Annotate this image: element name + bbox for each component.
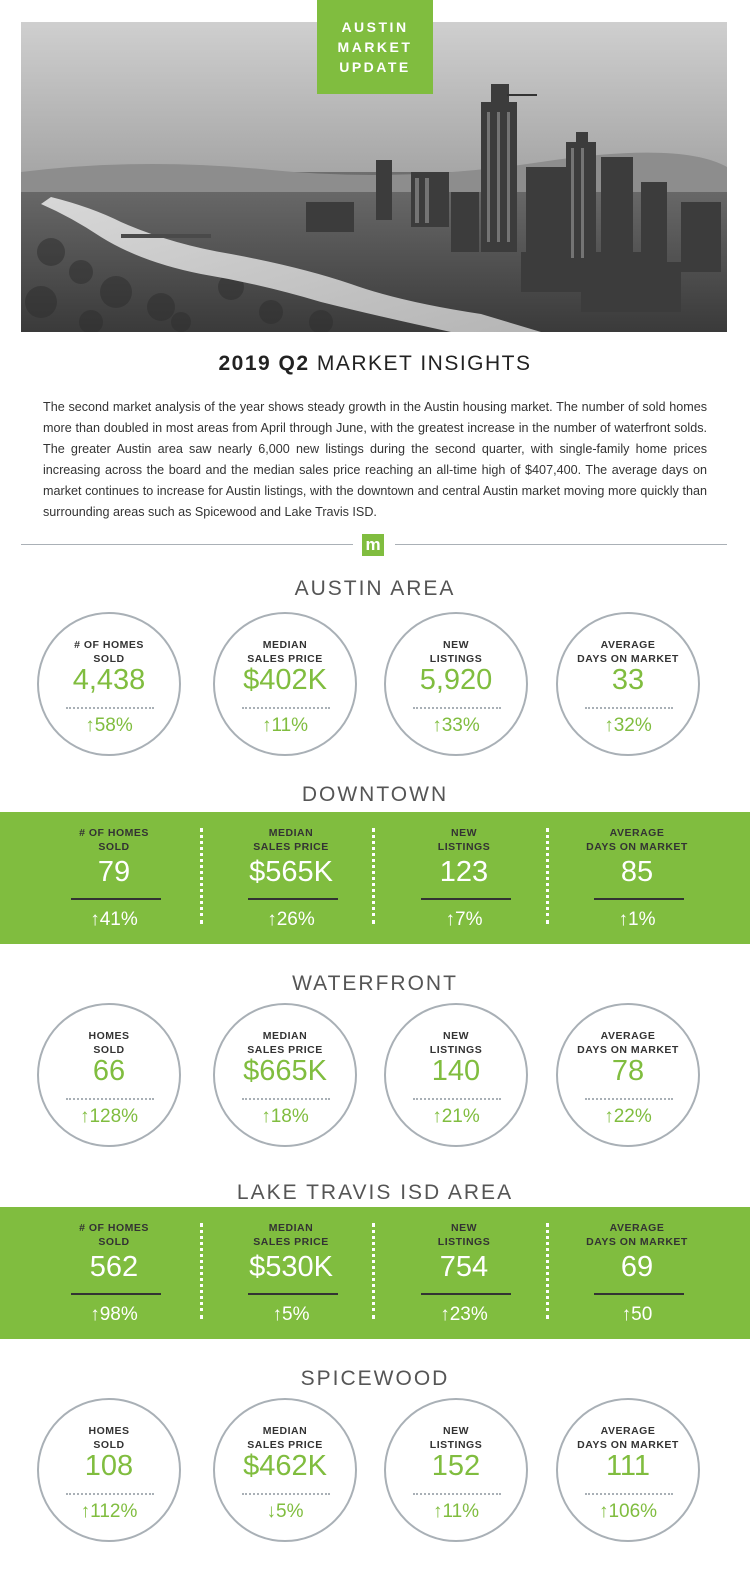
stat-circle-days-on-market: [556, 612, 700, 756]
stat-circle-new-listings: [384, 1003, 528, 1147]
insights-title: [0, 352, 750, 376]
stat-value: 123: [439, 856, 489, 888]
stat-change: ↑21%: [432, 1106, 480, 1127]
arrow-up-icon: ↑: [432, 715, 442, 736]
stat-value: 85: [620, 856, 654, 888]
divider-line-left: [21, 544, 353, 545]
stat-value: 66: [92, 1055, 126, 1087]
stat-new-listings: [371, 1207, 557, 1339]
dotted-divider: [413, 707, 501, 709]
stat-days-on-market: [544, 812, 730, 944]
stat-change: ↑106%: [598, 1501, 658, 1522]
stat-underline: [71, 898, 161, 900]
austin-area-stats: [0, 612, 750, 756]
stat-change: ↑112%: [80, 1501, 138, 1522]
dotted-divider: [242, 1098, 330, 1100]
dotted-divider: [585, 707, 673, 709]
stat-label: NEW LISTINGS: [429, 639, 483, 665]
arrow-down-icon: ↓: [266, 1501, 277, 1522]
stat-label: HOMES SOLD: [88, 1425, 130, 1451]
stat-label: # OF HOMES SOLD: [74, 639, 144, 665]
arrow-up-icon: ↑: [272, 1304, 283, 1325]
stat-value: $402K: [243, 664, 327, 696]
arrow-up-icon: ↑: [80, 1501, 91, 1522]
stat-label: AVERAGE DAYS ON MARKET: [577, 639, 679, 665]
stat-change: ↑1%: [618, 909, 656, 930]
stat-days-on-market: [544, 1207, 730, 1339]
stat-value: $462K: [243, 1450, 327, 1482]
stat-change: ↑50: [621, 1304, 653, 1325]
stat-label: MEDIAN SALES PRICE: [253, 1222, 329, 1248]
brand-logo-icon: m: [362, 534, 384, 556]
stat-value: 79: [97, 856, 131, 888]
stat-circle-homes-sold: [37, 1003, 181, 1147]
stat-homes-sold: [21, 812, 207, 944]
stat-change: ↑23%: [440, 1304, 488, 1325]
stat-value: 562: [89, 1251, 139, 1283]
arrow-up-icon: ↑: [598, 1501, 609, 1522]
section-divider: [21, 534, 727, 554]
dotted-divider: [66, 1493, 154, 1495]
dotted-divider: [585, 1098, 673, 1100]
stat-value: 140: [431, 1055, 481, 1087]
arrow-up-icon: ↑: [267, 909, 277, 930]
stat-underline: [421, 1293, 511, 1295]
dotted-divider: [413, 1098, 501, 1100]
stat-circle-homes-sold: [37, 1398, 181, 1542]
section-title-lake-travis: LAKE TRAVIS ISD AREA: [236, 1181, 514, 1204]
stat-value: 4,438: [72, 664, 146, 696]
stat-change: ↓5%: [266, 1501, 304, 1522]
stat-underline: [248, 898, 338, 900]
lake-travis-stats-band: [0, 1207, 750, 1339]
stat-value: 33: [611, 664, 645, 696]
stat-value: $565K: [249, 856, 333, 888]
stat-circle-median-price: [213, 1003, 357, 1147]
arrow-up-icon: ↑: [618, 909, 629, 930]
arrow-up-icon: ↑: [432, 1106, 442, 1127]
stat-new-listings: [371, 812, 557, 944]
stat-underline: [421, 898, 511, 900]
dotted-divider: [66, 1098, 154, 1100]
stat-label: NEW LISTINGS: [437, 1222, 491, 1248]
stat-label: MEDIAN SALES PRICE: [247, 1030, 323, 1056]
arrow-up-icon: ↑: [604, 1106, 614, 1127]
arrow-up-icon: ↑: [261, 1106, 271, 1127]
stat-median-price: [198, 812, 384, 944]
dotted-divider: [413, 1493, 501, 1495]
arrow-up-icon: ↑: [261, 715, 272, 736]
stat-change: ↑22%: [604, 1106, 652, 1127]
stat-value: 754: [439, 1251, 489, 1283]
section-title-austin-area: AUSTIN AREA: [294, 577, 456, 600]
stat-change: ↑128%: [79, 1106, 139, 1127]
arrow-up-icon: ↑: [621, 1304, 632, 1325]
section-title-downtown: DOWNTOWN: [301, 783, 449, 806]
stat-label: MEDIAN SALES PRICE: [247, 1425, 323, 1451]
stat-underline: [594, 1293, 684, 1295]
stat-underline: [248, 1293, 338, 1295]
stat-value: 5,920: [419, 664, 493, 696]
stat-change: ↑11%: [261, 715, 309, 736]
stat-change: ↑33%: [432, 715, 480, 736]
stat-value: $665K: [243, 1055, 327, 1087]
stat-value: 152: [431, 1450, 481, 1482]
stat-label: AVERAGE DAYS ON MARKET: [577, 1425, 679, 1451]
stat-label: MEDIAN SALES PRICE: [247, 639, 323, 665]
section-title-spicewood: SPICEWOOD: [300, 1367, 450, 1390]
stat-label: AVERAGE DAYS ON MARKET: [586, 827, 688, 853]
stat-change: ↑98%: [90, 1304, 138, 1325]
arrow-up-icon: ↑: [440, 1304, 450, 1325]
stat-homes-sold: [21, 1207, 207, 1339]
stat-label: NEW LISTINGS: [437, 827, 491, 853]
stat-circle-days-on-market: [556, 1398, 700, 1542]
badge-line-1: AUSTIN: [341, 19, 409, 35]
stat-underline: [594, 898, 684, 900]
stat-label: AVERAGE DAYS ON MARKET: [577, 1030, 679, 1056]
stat-median-price: [198, 1207, 384, 1339]
arrow-up-icon: ↑: [85, 715, 95, 736]
insights-title-bold: 2019 Q2: [218, 352, 310, 375]
section-title-waterfront: WATERFRONT: [292, 972, 458, 995]
stat-label: AVERAGE DAYS ON MARKET: [586, 1222, 688, 1248]
arrow-up-icon: ↑: [90, 909, 100, 930]
stat-change: ↑11%: [432, 1501, 480, 1522]
arrow-up-icon: ↑: [90, 1304, 100, 1325]
stat-value: 69: [620, 1251, 654, 1283]
insights-title-rest: MARKET INSIGHTS: [309, 352, 532, 375]
dotted-divider: [242, 707, 330, 709]
market-update-badge: [317, 0, 433, 94]
stat-circle-median-price: [213, 1398, 357, 1542]
stat-label: # OF HOMES SOLD: [79, 1222, 149, 1248]
arrow-up-icon: ↑: [604, 715, 614, 736]
spicewood-stats: [0, 1398, 750, 1542]
downtown-stats-band: [0, 812, 750, 944]
stat-label: MEDIAN SALES PRICE: [253, 827, 329, 853]
waterfront-stats: [0, 1003, 750, 1147]
stat-underline: [71, 1293, 161, 1295]
stat-change: ↑7%: [445, 909, 483, 930]
stat-change: ↑41%: [90, 909, 138, 930]
stat-value: 78: [611, 1055, 645, 1087]
stat-value: 108: [84, 1450, 134, 1482]
stat-circle-homes-sold: [37, 612, 181, 756]
stat-change: ↑32%: [604, 715, 652, 736]
arrow-up-icon: ↑: [445, 909, 456, 930]
stat-label: HOMES SOLD: [88, 1030, 130, 1056]
arrow-up-icon: ↑: [432, 1501, 443, 1522]
stat-change: ↑18%: [261, 1106, 309, 1127]
stat-label: NEW LISTINGS: [429, 1425, 483, 1451]
stat-change: ↑26%: [267, 909, 315, 930]
arrow-up-icon: ↑: [79, 1106, 90, 1127]
divider-line-right: [395, 544, 727, 545]
stat-value: $530K: [249, 1251, 333, 1283]
dotted-divider: [66, 707, 154, 709]
stat-circle-new-listings: [384, 612, 528, 756]
stat-circle-median-price: [213, 612, 357, 756]
stat-value: 111: [605, 1450, 651, 1482]
stat-change: ↑5%: [272, 1304, 310, 1325]
dotted-divider: [585, 1493, 673, 1495]
stat-circle-new-listings: [384, 1398, 528, 1542]
stat-circle-days-on-market: [556, 1003, 700, 1147]
dotted-divider: [242, 1493, 330, 1495]
stat-label: NEW LISTINGS: [429, 1030, 483, 1056]
badge-line-3: UPDATE: [339, 59, 411, 75]
badge-line-2: MARKET: [337, 39, 413, 55]
stat-change: ↑58%: [85, 715, 133, 736]
intro-paragraph: The second market analysis of the year shows steady growth in the Austin housing market. The number of sold homes more than doubled in most areas from April through June, with the greatest increase in the number of waterfront solds. The greater Austin area saw nearly 6,000 new listings during the second quarter, with single-family home prices increasing across the board and the median sales price reaching an all-time high of $407,400. The average days on market continues to increase for Austin listings, with the downtown and central Austin market moving more quickly than surrounding areas such as Spicewood and Lake Travis ISD.: [43, 400, 707, 519]
stat-label: # OF HOMES SOLD: [79, 827, 149, 853]
